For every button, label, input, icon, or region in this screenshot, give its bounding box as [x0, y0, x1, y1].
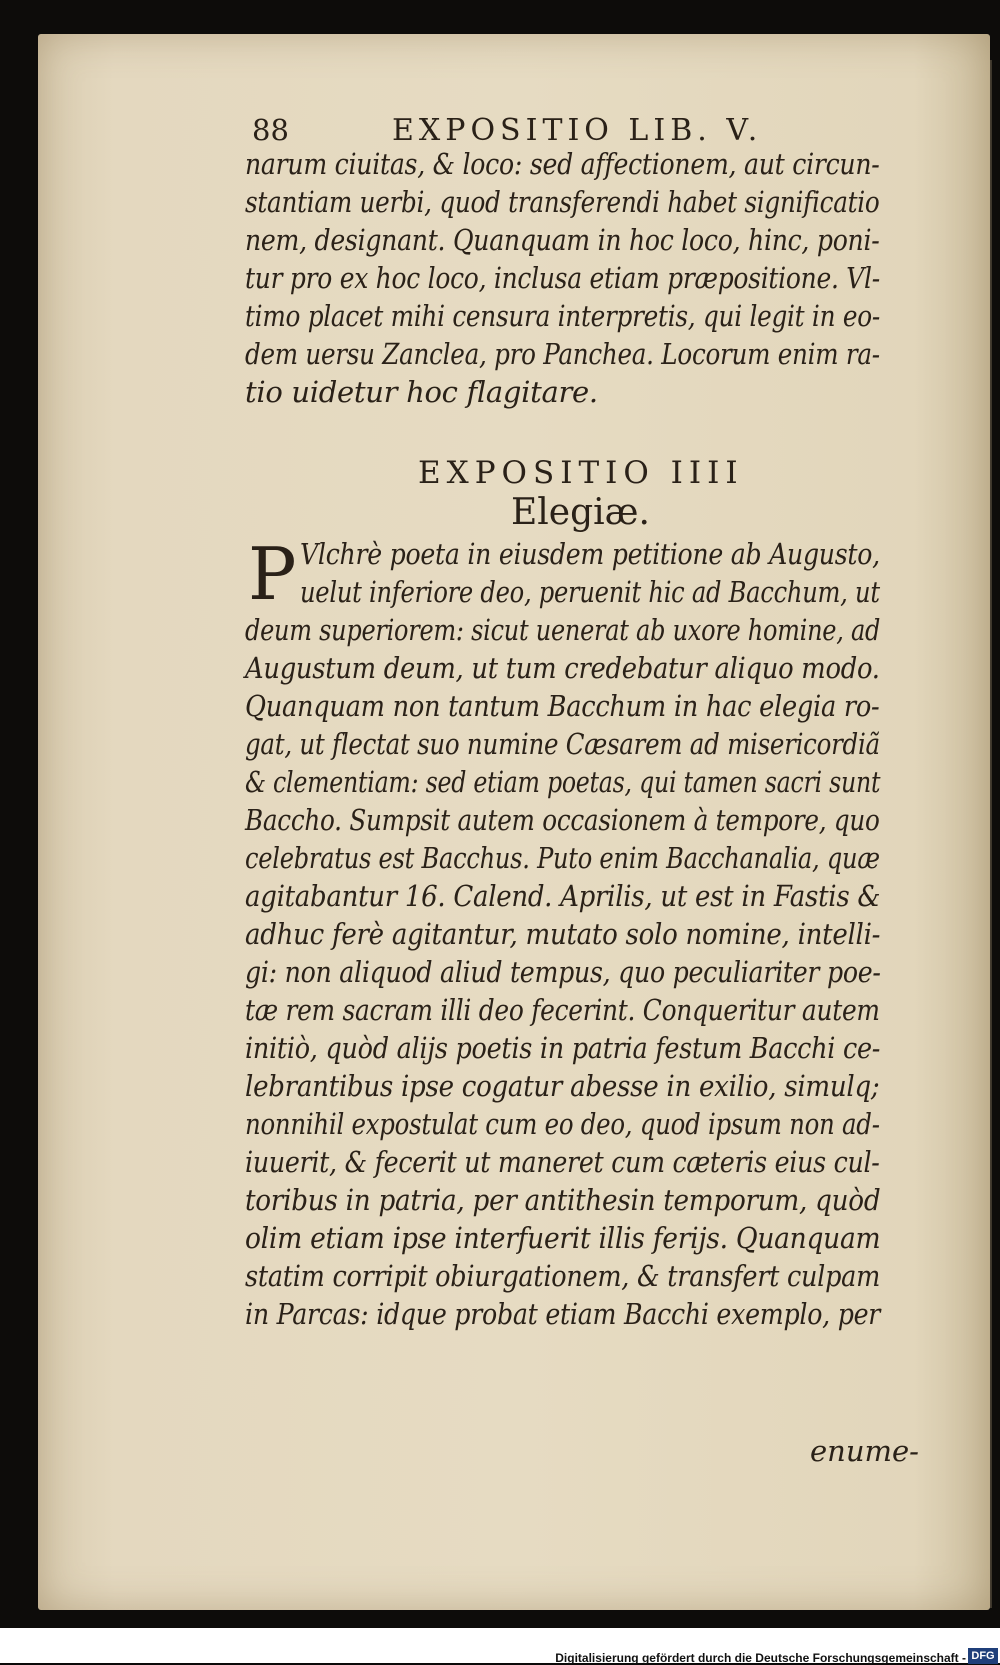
- text-line: olim etiam ipse interfuerit illis ferijs. Quanquam: [245, 1221, 881, 1255]
- page-number: 88: [252, 113, 289, 147]
- text-line: adhuc ferè agitantur, mutato solo nomine, intelli-: [245, 917, 881, 951]
- text-line: uelut inferiore deo, peruenit hic ad Bacchum, ut: [300, 575, 880, 609]
- catchword: enume-: [810, 1434, 919, 1468]
- drop-cap: P: [248, 532, 297, 616]
- running-title: EXPOSITIO LIB. V.: [392, 113, 763, 148]
- footer-credit: Digitalisierung gefördert durch die Deutsche Forschungsgemeinschaft -: [555, 1651, 966, 1665]
- text-line: statim corripit obiurgationem, & transfert culpam: [245, 1259, 881, 1293]
- text-line: timo placet mihi censura interpretis, qui legit in eo-: [245, 299, 880, 333]
- dfg-logo-icon: DFG: [968, 1648, 998, 1664]
- text-line: Vlchrè poeta in eiusdem petitione ab Augusto,: [300, 537, 880, 571]
- text-line: gat, ut flectat suo numine Cæsarem ad misericordiã: [245, 727, 880, 761]
- text-line: lebrantibus ipse cogatur abesse in exilio, simulq;: [245, 1069, 880, 1103]
- text-line: toribus in patria, per antithesin temporum, quòd: [245, 1183, 881, 1217]
- text-line: gi: non aliquod aliud tempus, quo peculiariter poe-: [245, 955, 881, 989]
- section-subtitle: Elegiæ.: [511, 492, 650, 533]
- text-line: nonnihil expostulat cum eo deo, quod ipsum non ad-: [245, 1107, 880, 1141]
- text-line: dem uersu Zanclea, pro Panchea. Locorum enim ra-: [245, 337, 880, 371]
- text-line: & clementiam: sed etiam poetas, qui tamen sacri sunt: [245, 765, 881, 799]
- text-line: deum superiorem: sicut uenerat ab uxore homine, ad: [245, 613, 881, 647]
- text-line: Baccho. Sumpsit autem occasionem à tempore, quo: [245, 803, 880, 837]
- text-line: iuuerit, & fecerit ut maneret cum cæteris eius cul-: [245, 1145, 880, 1179]
- text-line: initiò, quòd alijs poetis in patria festum Bacchi ce-: [245, 1031, 881, 1065]
- text-line: celebratus est Bacchus. Puto enim Bacchanalia, quæ: [245, 841, 880, 875]
- text-line: tæ rem sacram illi deo fecerint. Conqueritur autem: [245, 993, 880, 1027]
- text-line: tur pro ex hoc loco, inclusa etiam præpositione. Vl-: [245, 261, 880, 295]
- text-line: narum ciuitas, & loco: sed affectionem, aut circun-: [245, 147, 880, 181]
- text-line: Quanquam non tantum Bacchum in hac elegia ro-: [245, 689, 880, 723]
- text-line: stantiam uerbi, quod transferendi habet significatio: [245, 185, 880, 219]
- text-line: agitabantur 16. Calend. Aprilis, ut est in Fastis &: [245, 879, 881, 913]
- text-line: tio uidetur hoc flagitare.: [245, 375, 598, 409]
- text-line: in Parcas: idque probat etiam Bacchi exemplo, per: [245, 1297, 881, 1331]
- text-line: nem, designant. Quanquam in hoc loco, hinc, poni-: [245, 223, 880, 257]
- section-title: EXPOSITIO IIII: [418, 455, 744, 491]
- text-line: Augustum deum, ut tum credebatur aliquo modo.: [245, 651, 880, 685]
